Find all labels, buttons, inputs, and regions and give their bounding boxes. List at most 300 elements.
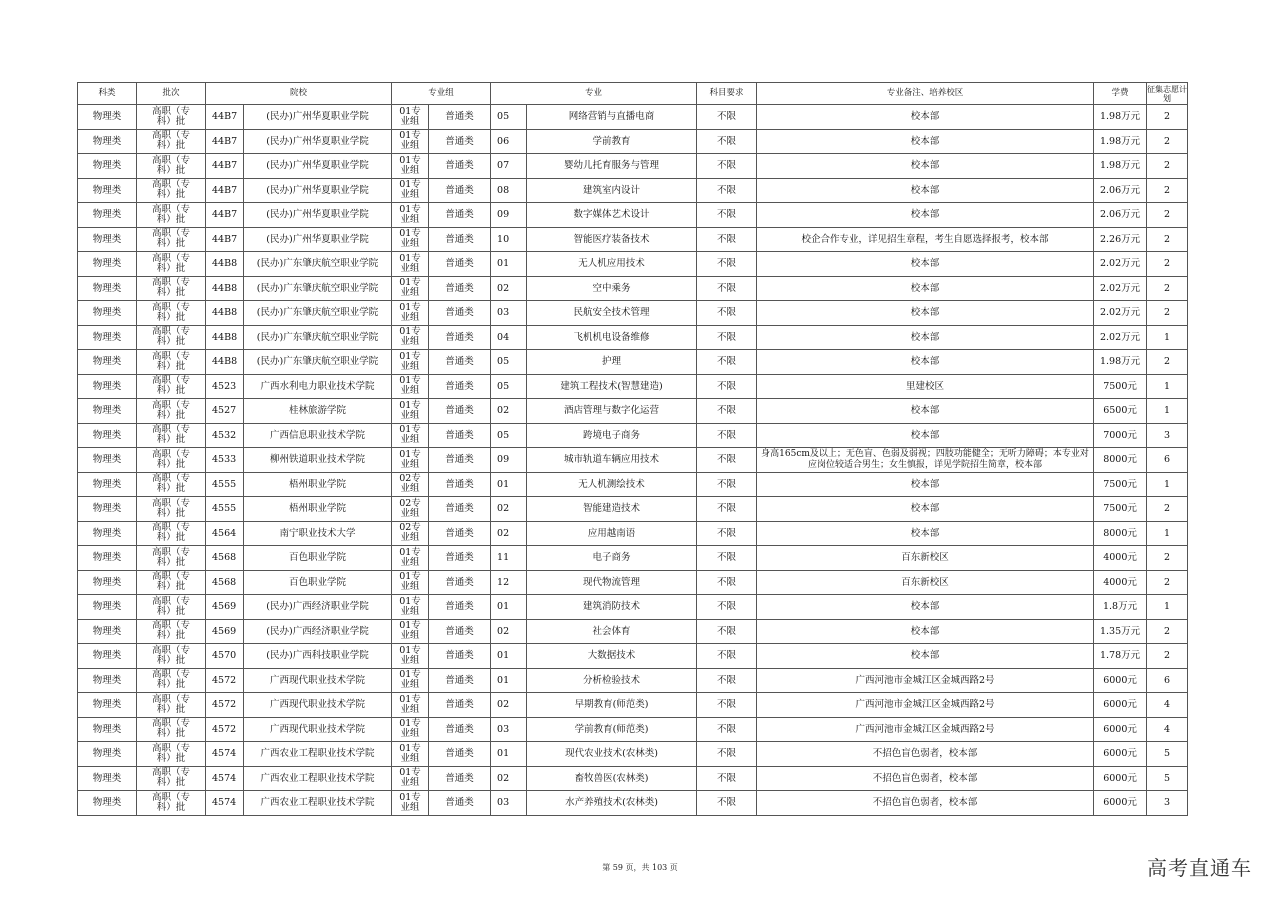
cell-category: 物理类	[78, 644, 137, 669]
cell-school-code: 4572	[206, 693, 244, 718]
cell-tuition: 6000元	[1094, 717, 1147, 742]
cell-type: 普通类	[429, 399, 491, 424]
cell-school-name: 广西农业工程职业技术学院	[244, 766, 392, 791]
cell-notes: 不招色盲色弱者，校本部	[757, 791, 1094, 816]
cell-school-name: 桂林旅游学院	[244, 399, 392, 424]
cell-plan: 2	[1147, 644, 1188, 669]
cell-plan: 1	[1147, 374, 1188, 399]
table-row	[78, 374, 1188, 399]
watermark-logo: 高考直通车	[1147, 856, 1252, 880]
cell-tuition: 2.26万元	[1094, 227, 1147, 252]
cell-tuition: 2.02万元	[1094, 325, 1147, 350]
cell-notes: 校本部	[757, 252, 1094, 277]
cell-type: 普通类	[429, 423, 491, 448]
cell-category: 物理类	[78, 154, 137, 179]
cell-tuition: 6000元	[1094, 791, 1147, 816]
cell-type: 普通类	[429, 791, 491, 816]
cell-batch: 高职（专科）批	[137, 521, 206, 546]
cell-major-code: 05	[491, 374, 527, 399]
cell-plan: 2	[1147, 546, 1188, 571]
cell-group: 01专业组	[392, 203, 429, 228]
cell-school-code: 4564	[206, 521, 244, 546]
cell-notes: 广西河池市金城江区金城西路2号	[757, 717, 1094, 742]
cell-school-name: (民办)广州华夏职业学院	[244, 105, 392, 130]
cell-major-name: 畜牧兽医(农林类)	[527, 766, 697, 791]
cell-subject-req: 不限	[697, 154, 757, 179]
cell-major-code: 02	[491, 497, 527, 522]
cell-category: 物理类	[78, 203, 137, 228]
cell-batch: 高职（专科）批	[137, 497, 206, 522]
cell-school-code: 44B7	[206, 203, 244, 228]
table-row	[78, 668, 1188, 693]
cell-category: 物理类	[78, 717, 137, 742]
cell-category: 物理类	[78, 693, 137, 718]
cell-group: 01专业组	[392, 350, 429, 375]
cell-category: 物理类	[78, 374, 137, 399]
cell-notes: 校本部	[757, 105, 1094, 130]
cell-subject-req: 不限	[697, 497, 757, 522]
cell-school-code: 4574	[206, 766, 244, 791]
cell-group: 01专业组	[392, 717, 429, 742]
table-row	[78, 766, 1188, 791]
cell-school-name: 广西农业工程职业技术学院	[244, 742, 392, 767]
cell-notes: 校本部	[757, 595, 1094, 620]
cell-batch: 高职（专科）批	[137, 227, 206, 252]
cell-tuition: 4000元	[1094, 546, 1147, 571]
cell-major-code: 02	[491, 276, 527, 301]
cell-type: 普通类	[429, 472, 491, 497]
cell-type: 普通类	[429, 742, 491, 767]
cell-major-code: 02	[491, 693, 527, 718]
cell-plan: 1	[1147, 521, 1188, 546]
cell-school-code: 44B7	[206, 178, 244, 203]
cell-plan: 2	[1147, 619, 1188, 644]
cell-plan: 1	[1147, 325, 1188, 350]
cell-subject-req: 不限	[697, 619, 757, 644]
cell-major-name: 婴幼儿托育服务与管理	[527, 154, 697, 179]
cell-major-name: 酒店管理与数字化运营	[527, 399, 697, 424]
cell-school-name: (民办)广州华夏职业学院	[244, 203, 392, 228]
cell-category: 物理类	[78, 301, 137, 326]
cell-category: 物理类	[78, 472, 137, 497]
cell-major-code: 11	[491, 546, 527, 571]
cell-major-name: 学前教育	[527, 129, 697, 154]
cell-tuition: 2.06万元	[1094, 178, 1147, 203]
cell-group: 01专业组	[392, 791, 429, 816]
cell-batch: 高职（专科）批	[137, 619, 206, 644]
cell-major-name: 飞机机电设备维修	[527, 325, 697, 350]
cell-type: 普通类	[429, 129, 491, 154]
cell-major-code: 02	[491, 399, 527, 424]
cell-plan: 4	[1147, 717, 1188, 742]
cell-school-code: 44B8	[206, 252, 244, 277]
cell-batch: 高职（专科）批	[137, 178, 206, 203]
cell-notes: 百东新校区	[757, 570, 1094, 595]
cell-notes: 校本部	[757, 203, 1094, 228]
table-row	[78, 423, 1188, 448]
cell-major-code: 04	[491, 325, 527, 350]
cell-plan: 4	[1147, 693, 1188, 718]
cell-batch: 高职（专科）批	[137, 276, 206, 301]
cell-school-name: (民办)广州华夏职业学院	[244, 227, 392, 252]
cell-plan: 5	[1147, 766, 1188, 791]
table-row	[78, 325, 1188, 350]
cell-type: 普通类	[429, 154, 491, 179]
cell-subject-req: 不限	[697, 350, 757, 375]
table-row	[78, 717, 1188, 742]
cell-school-code: 44B7	[206, 129, 244, 154]
table-row	[78, 791, 1188, 816]
page-number: 第 59 页，共 103 页	[602, 863, 678, 872]
table-row	[78, 644, 1188, 669]
cell-school-name: (民办)广西科技职业学院	[244, 644, 392, 669]
cell-major-name: 水产养殖技术(农林类)	[527, 791, 697, 816]
cell-tuition: 2.02万元	[1094, 301, 1147, 326]
cell-category: 物理类	[78, 619, 137, 644]
cell-plan: 2	[1147, 203, 1188, 228]
cell-school-name: 广西现代职业技术学院	[244, 693, 392, 718]
cell-notes: 广西河池市金城江区金城西路2号	[757, 693, 1094, 718]
cell-batch: 高职（专科）批	[137, 301, 206, 326]
cell-subject-req: 不限	[697, 668, 757, 693]
cell-notes: 校本部	[757, 276, 1094, 301]
table-row	[78, 154, 1188, 179]
cell-school-code: 4555	[206, 497, 244, 522]
cell-notes: 校本部	[757, 521, 1094, 546]
table-row	[78, 742, 1188, 767]
cell-school-code: 4574	[206, 742, 244, 767]
cell-major-name: 城市轨道车辆应用技术	[527, 448, 697, 473]
cell-type: 普通类	[429, 252, 491, 277]
cell-major-name: 数字媒体艺术设计	[527, 203, 697, 228]
cell-school-name: (民办)广东肇庆航空职业学院	[244, 301, 392, 326]
cell-category: 物理类	[78, 178, 137, 203]
cell-school-code: 4568	[206, 546, 244, 571]
cell-school-name: (民办)广州华夏职业学院	[244, 129, 392, 154]
cell-tuition: 7500元	[1094, 374, 1147, 399]
cell-tuition: 6500元	[1094, 399, 1147, 424]
cell-major-name: 无人机测绘技术	[527, 472, 697, 497]
cell-school-code: 44B7	[206, 154, 244, 179]
cell-major-name: 大数据技术	[527, 644, 697, 669]
cell-major-code: 05	[491, 423, 527, 448]
cell-school-code: 4527	[206, 399, 244, 424]
cell-tuition: 1.98万元	[1094, 105, 1147, 130]
cell-batch: 高职（专科）批	[137, 668, 206, 693]
cell-category: 物理类	[78, 325, 137, 350]
cell-tuition: 7500元	[1094, 497, 1147, 522]
header-row	[78, 83, 1188, 105]
cell-batch: 高职（专科）批	[137, 325, 206, 350]
cell-type: 普通类	[429, 350, 491, 375]
cell-group: 01专业组	[392, 276, 429, 301]
cell-type: 普通类	[429, 521, 491, 546]
cell-group: 01专业组	[392, 105, 429, 130]
cell-major-name: 现代物流管理	[527, 570, 697, 595]
cell-group: 01专业组	[392, 399, 429, 424]
cell-batch: 高职（专科）批	[137, 129, 206, 154]
cell-notes: 校本部	[757, 129, 1094, 154]
cell-subject-req: 不限	[697, 644, 757, 669]
cell-batch: 高职（专科）批	[137, 717, 206, 742]
cell-type: 普通类	[429, 644, 491, 669]
cell-plan: 2	[1147, 301, 1188, 326]
cell-notes: 校本部	[757, 399, 1094, 424]
table-row	[78, 497, 1188, 522]
col-header-notes: 专业备注、培养校区	[757, 83, 1094, 105]
cell-major-code: 02	[491, 521, 527, 546]
cell-school-code: 44B8	[206, 325, 244, 350]
cell-major-code: 01	[491, 644, 527, 669]
cell-group: 01专业组	[392, 178, 429, 203]
cell-school-code: 44B8	[206, 301, 244, 326]
cell-major-name: 社会体育	[527, 619, 697, 644]
cell-group: 01专业组	[392, 693, 429, 718]
cell-major-code: 06	[491, 129, 527, 154]
table-row	[78, 178, 1188, 203]
col-header-subject-req: 科目要求	[697, 83, 757, 105]
cell-subject-req: 不限	[697, 227, 757, 252]
cell-type: 普通类	[429, 301, 491, 326]
cell-subject-req: 不限	[697, 374, 757, 399]
cell-major-name: 建筑室内设计	[527, 178, 697, 203]
cell-type: 普通类	[429, 178, 491, 203]
cell-plan: 1	[1147, 472, 1188, 497]
cell-plan: 2	[1147, 105, 1188, 130]
cell-type: 普通类	[429, 497, 491, 522]
table-row	[78, 227, 1188, 252]
cell-school-code: 4574	[206, 791, 244, 816]
cell-plan: 6	[1147, 448, 1188, 473]
cell-batch: 高职（专科）批	[137, 448, 206, 473]
cell-major-name: 空中乘务	[527, 276, 697, 301]
cell-school-code: 44B8	[206, 276, 244, 301]
cell-group: 01专业组	[392, 325, 429, 350]
cell-batch: 高职（专科）批	[137, 105, 206, 130]
cell-category: 物理类	[78, 227, 137, 252]
cell-school-name: 南宁职业技术大学	[244, 521, 392, 546]
cell-school-name: 梧州职业学院	[244, 497, 392, 522]
cell-subject-req: 不限	[697, 276, 757, 301]
cell-subject-req: 不限	[697, 546, 757, 571]
cell-major-name: 智能建造技术	[527, 497, 697, 522]
cell-type: 普通类	[429, 570, 491, 595]
cell-school-name: (民办)广州华夏职业学院	[244, 178, 392, 203]
cell-category: 物理类	[78, 129, 137, 154]
cell-type: 普通类	[429, 448, 491, 473]
cell-category: 物理类	[78, 570, 137, 595]
cell-batch: 高职（专科）批	[137, 570, 206, 595]
cell-group: 01专业组	[392, 546, 429, 571]
cell-plan: 2	[1147, 350, 1188, 375]
cell-notes: 不招色盲色弱者，校本部	[757, 742, 1094, 767]
cell-school-name: (民办)广东肇庆航空职业学院	[244, 252, 392, 277]
cell-category: 物理类	[78, 399, 137, 424]
cell-tuition: 7500元	[1094, 472, 1147, 497]
table-row	[78, 276, 1188, 301]
cell-school-code: 4572	[206, 717, 244, 742]
cell-group: 01专业组	[392, 129, 429, 154]
col-header-major: 专业	[491, 83, 697, 105]
cell-group: 01专业组	[392, 570, 429, 595]
cell-tuition: 6000元	[1094, 668, 1147, 693]
cell-batch: 高职（专科）批	[137, 203, 206, 228]
cell-category: 物理类	[78, 350, 137, 375]
cell-notes: 身高165cm及以上；无色盲、色弱及弱视；四肢功能健全；无听力障碍；本专业对应岗位较适合男生；女生慎报，详见学院招生简章，校本部	[757, 448, 1094, 473]
cell-major-name: 电子商务	[527, 546, 697, 571]
cell-school-code: 4572	[206, 668, 244, 693]
cell-school-name: (民办)广西经济职业学院	[244, 595, 392, 620]
cell-notes: 校本部	[757, 350, 1094, 375]
cell-batch: 高职（专科）批	[137, 374, 206, 399]
cell-notes: 校本部	[757, 472, 1094, 497]
cell-batch: 高职（专科）批	[137, 742, 206, 767]
cell-category: 物理类	[78, 276, 137, 301]
cell-type: 普通类	[429, 203, 491, 228]
col-header-category: 科类	[78, 83, 137, 105]
table-row	[78, 595, 1188, 620]
cell-group: 01专业组	[392, 154, 429, 179]
cell-major-code: 02	[491, 619, 527, 644]
cell-subject-req: 不限	[697, 766, 757, 791]
cell-category: 物理类	[78, 668, 137, 693]
cell-group: 02专业组	[392, 472, 429, 497]
cell-batch: 高职（专科）批	[137, 791, 206, 816]
col-header-school: 院校	[206, 83, 392, 105]
col-header-plan: 征集志愿计划	[1147, 84, 1188, 103]
cell-tuition: 7000元	[1094, 423, 1147, 448]
cell-school-code: 4555	[206, 472, 244, 497]
cell-type: 普通类	[429, 595, 491, 620]
cell-group: 01专业组	[392, 301, 429, 326]
cell-category: 物理类	[78, 546, 137, 571]
cell-group: 02专业组	[392, 521, 429, 546]
cell-school-code: 4569	[206, 595, 244, 620]
cell-subject-req: 不限	[697, 252, 757, 277]
cell-tuition: 8000元	[1094, 521, 1147, 546]
cell-school-name: (民办)广东肇庆航空职业学院	[244, 325, 392, 350]
cell-subject-req: 不限	[697, 693, 757, 718]
col-header-tuition: 学费	[1094, 83, 1147, 105]
cell-tuition: 4000元	[1094, 570, 1147, 595]
cell-notes: 校企合作专业，详见招生章程，考生自愿选择报考，校本部	[757, 227, 1094, 252]
cell-category: 物理类	[78, 521, 137, 546]
cell-group: 01专业组	[392, 448, 429, 473]
cell-tuition: 6000元	[1094, 766, 1147, 791]
cell-tuition: 1.98万元	[1094, 154, 1147, 179]
cell-group: 01专业组	[392, 644, 429, 669]
cell-tuition: 1.78万元	[1094, 644, 1147, 669]
cell-tuition: 1.8万元	[1094, 595, 1147, 620]
cell-notes: 校本部	[757, 619, 1094, 644]
cell-plan: 3	[1147, 791, 1188, 816]
cell-group: 01专业组	[392, 252, 429, 277]
cell-batch: 高职（专科）批	[137, 423, 206, 448]
cell-plan: 1	[1147, 595, 1188, 620]
cell-major-code: 01	[491, 472, 527, 497]
cell-school-name: 广西水利电力职业技术学院	[244, 374, 392, 399]
table-row	[78, 129, 1188, 154]
cell-tuition: 1.98万元	[1094, 129, 1147, 154]
cell-subject-req: 不限	[697, 301, 757, 326]
cell-group: 01专业组	[392, 742, 429, 767]
table-row	[78, 693, 1188, 718]
cell-school-name: 柳州铁道职业技术学院	[244, 448, 392, 473]
cell-major-name: 跨境电子商务	[527, 423, 697, 448]
cell-notes: 校本部	[757, 178, 1094, 203]
cell-tuition: 8000元	[1094, 448, 1147, 473]
cell-type: 普通类	[429, 766, 491, 791]
cell-major-code: 05	[491, 350, 527, 375]
cell-notes: 校本部	[757, 154, 1094, 179]
cell-batch: 高职（专科）批	[137, 154, 206, 179]
cell-plan: 1	[1147, 399, 1188, 424]
cell-plan: 2	[1147, 227, 1188, 252]
cell-subject-req: 不限	[697, 595, 757, 620]
cell-school-code: 44B7	[206, 105, 244, 130]
cell-school-code: 44B7	[206, 227, 244, 252]
cell-category: 物理类	[78, 595, 137, 620]
cell-school-code: 4568	[206, 570, 244, 595]
table-row	[78, 570, 1188, 595]
table-row	[78, 203, 1188, 228]
table-row	[78, 105, 1188, 130]
cell-major-code: 01	[491, 668, 527, 693]
cell-category: 物理类	[78, 105, 137, 130]
table-row	[78, 252, 1188, 277]
table-row	[78, 350, 1188, 375]
cell-category: 物理类	[78, 252, 137, 277]
cell-school-code: 4533	[206, 448, 244, 473]
cell-category: 物理类	[78, 766, 137, 791]
cell-group: 01专业组	[392, 619, 429, 644]
table-row	[78, 619, 1188, 644]
cell-subject-req: 不限	[697, 448, 757, 473]
cell-batch: 高职（专科）批	[137, 252, 206, 277]
cell-type: 普通类	[429, 717, 491, 742]
col-header-batch: 批次	[137, 83, 206, 105]
cell-subject-req: 不限	[697, 423, 757, 448]
cell-major-name: 护理	[527, 350, 697, 375]
cell-school-name: (民办)广西经济职业学院	[244, 619, 392, 644]
cell-major-name: 应用越南语	[527, 521, 697, 546]
cell-notes: 校本部	[757, 325, 1094, 350]
cell-major-code: 03	[491, 791, 527, 816]
cell-type: 普通类	[429, 546, 491, 571]
cell-major-name: 建筑消防技术	[527, 595, 697, 620]
table-row	[78, 546, 1188, 571]
cell-notes: 百东新校区	[757, 546, 1094, 571]
cell-batch: 高职（专科）批	[137, 644, 206, 669]
cell-major-code: 03	[491, 717, 527, 742]
cell-group: 01专业组	[392, 766, 429, 791]
cell-plan: 5	[1147, 742, 1188, 767]
cell-plan: 2	[1147, 154, 1188, 179]
cell-major-code: 10	[491, 227, 527, 252]
cell-school-name: (民办)广东肇庆航空职业学院	[244, 276, 392, 301]
cell-major-name: 分析检验技术	[527, 668, 697, 693]
cell-subject-req: 不限	[697, 325, 757, 350]
cell-major-name: 学前教育(师范类)	[527, 717, 697, 742]
cell-plan: 6	[1147, 668, 1188, 693]
cell-subject-req: 不限	[697, 105, 757, 130]
cell-notes: 校本部	[757, 301, 1094, 326]
cell-subject-req: 不限	[697, 178, 757, 203]
cell-type: 普通类	[429, 227, 491, 252]
cell-major-code: 01	[491, 595, 527, 620]
cell-school-name: 百色职业学院	[244, 570, 392, 595]
cell-subject-req: 不限	[697, 399, 757, 424]
